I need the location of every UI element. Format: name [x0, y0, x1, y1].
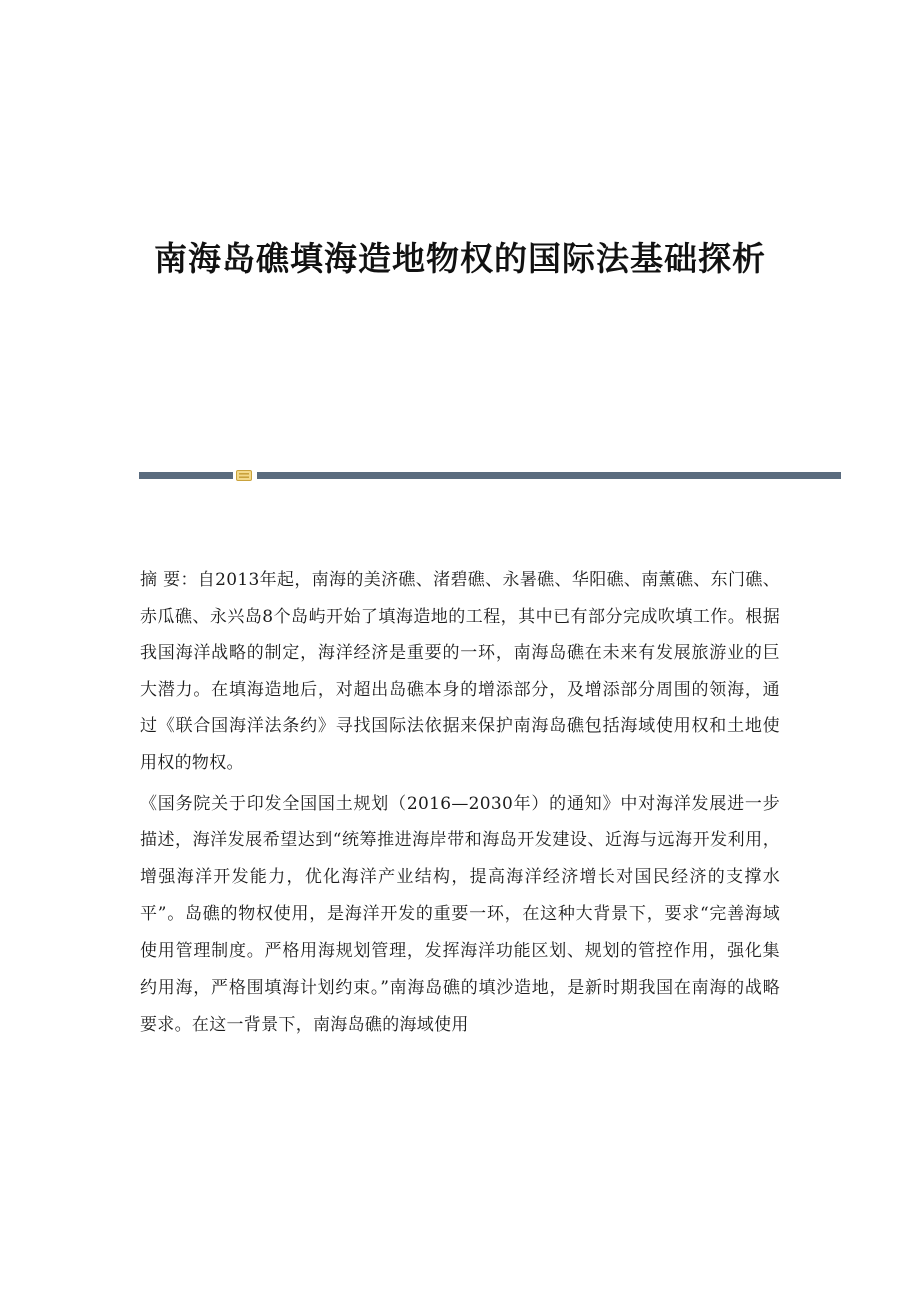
body-paragraph: 《国务院关于印发全国国土规划（2016—2030年）的通知》中对海洋发展进一步描述，海洋发展希望达到“统筹推进海岸带和海岛开发建设、近海与远海开发利用，增强海洋开发能力，优化海洋产业结构，提高海洋经济增长对国民经济的支撑水平”。岛礁的物权使用，是海洋开发的重要一环，在这种大背景下，要求“完善海域使用管理制度。严格用海规划管理，发挥海洋功能区划、规划的管控作用，强化集约用海，严格围填海计划约束。”南海岛礁的填沙造地，是新时期我国在南海的战略要求。在这一背景下，南海岛礁的海域使用 [140, 793, 780, 1035]
divider-bar-right [257, 472, 841, 479]
divider-emblem-icon [236, 470, 252, 481]
document-body [140, 562, 780, 1048]
divider-bar-left [139, 472, 233, 479]
title-divider [139, 470, 841, 480]
document-title: 南海岛礁填海造地物权的国际法基础探析 [154, 239, 766, 278]
abstract-paragraph: 摘 要：自2013年起，南海的美济礁、渚碧礁、永暑礁、华阳礁、南薰礁、东门礁、赤瓜礁、永兴岛8个岛屿开始了填海造地的工程，其中已有部分完成吹填工作。根据我国海洋战略的制定，海洋经济是重要的一环，南海岛礁在未来有发展旅游业的巨大潜力。在填海造地后，对超出岛礁本身的增添部分，及增添部分周围的领海，通过《联合国海洋法条约》寻找国际法依据来保护南海岛礁包括海域使用权和土地使用权的物权。 [140, 570, 780, 773]
